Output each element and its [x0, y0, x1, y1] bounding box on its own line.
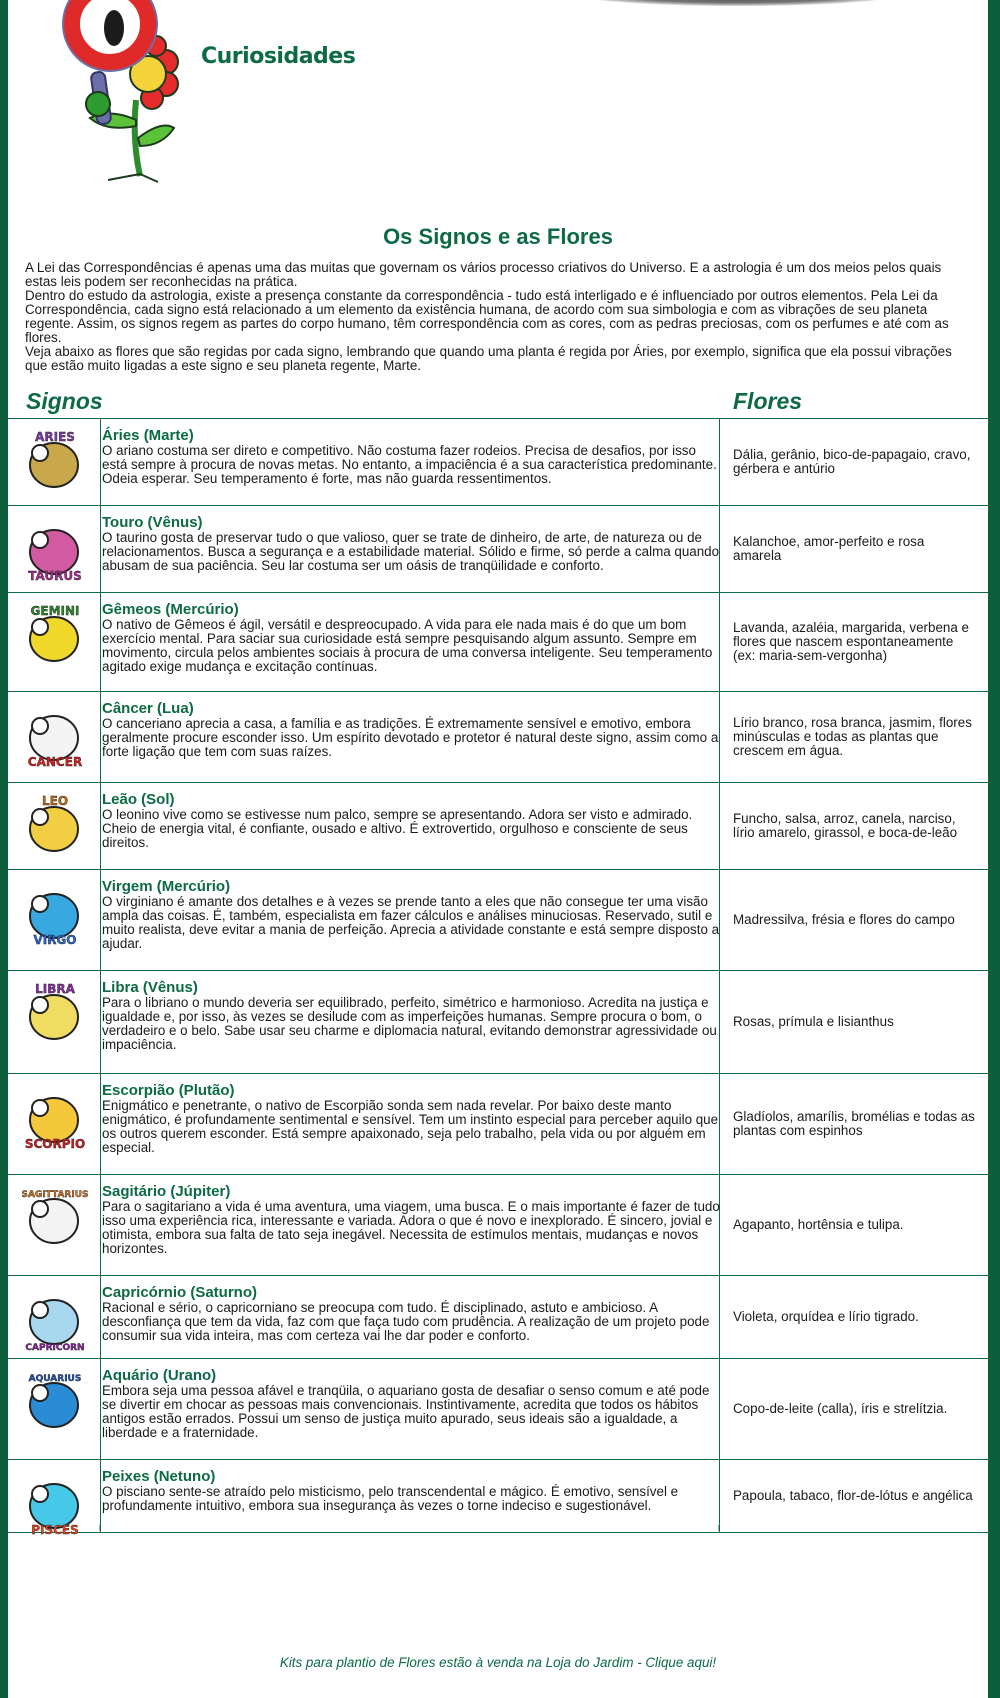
- sign-text-cell: [102, 1285, 722, 1343]
- svg-text:LEO: LEO: [41, 794, 69, 808]
- svg-text:CANCER: CANCER: [27, 755, 83, 769]
- table-row: [8, 593, 988, 692]
- cancer-icon: [20, 700, 90, 770]
- sign-name: Virgem (Mercúrio): [102, 878, 231, 895]
- column-header-flowers: Flores: [733, 388, 803, 414]
- section-title: Curiosidades: [201, 44, 356, 69]
- sign-image-cell: [8, 506, 101, 592]
- flowers-cell: [719, 971, 988, 1073]
- sign-image-cell: [8, 1460, 101, 1537]
- sign-name: Escorpião (Plutão): [102, 1082, 235, 1099]
- intro-paragraph: A Lei das Correspondências é apenas uma das muitas que governam os vários processo criativos do Universo. E a astrologia é um dos meios pelos quais estas leis podem ser reconhecidas na prática.: [25, 260, 942, 289]
- flowers-cell: [719, 593, 988, 691]
- intro-text: [25, 261, 965, 373]
- sign-text-cell: [102, 879, 722, 951]
- magnifier-flower-mascot-icon: [48, 0, 188, 190]
- svg-text:LIBRA: LIBRA: [35, 982, 75, 996]
- sign-name: Peixes (Netuno): [102, 1468, 216, 1485]
- svg-text:PISCES: PISCES: [31, 1523, 79, 1537]
- flowers-text: Violeta, orquídea e lírio tigrado.: [733, 1309, 919, 1324]
- libra-icon: [20, 979, 90, 1049]
- flowers-text: Lírio branco, rosa branca, jasmim, flores minúsculas e todas as plantas que crescem em água.: [733, 715, 972, 758]
- svg-text:VIRGO: VIRGO: [33, 933, 77, 947]
- sign-text-cell: [102, 1469, 722, 1513]
- sign-text-cell: [102, 602, 722, 674]
- sign-text-cell: [102, 701, 722, 759]
- sign-text-cell: [102, 428, 722, 486]
- svg-text:ARIES: ARIES: [35, 430, 75, 444]
- aries-icon: [20, 427, 90, 497]
- flowers-cell: [719, 692, 988, 782]
- sign-text-cell: [102, 1368, 722, 1440]
- svg-text:AQUARIUS: AQUARIUS: [28, 1374, 82, 1384]
- sign-name: Capricórnio (Saturno): [102, 1284, 258, 1301]
- gemini-icon: [20, 601, 90, 671]
- svg-text:SCORPIO: SCORPIO: [24, 1137, 86, 1151]
- page-content: [8, 0, 988, 1698]
- sign-image-cell: [8, 783, 101, 869]
- flowers-cell: [719, 870, 988, 970]
- table-header: [8, 388, 988, 418]
- sign-name: Leão (Sol): [102, 791, 175, 808]
- table-row: [8, 870, 988, 971]
- flowers-cell: [719, 1359, 988, 1459]
- sagittarius-icon: [20, 1183, 90, 1253]
- sign-description: O virginiano é amante dos detalhes e à vezes se prende tanto a eles que não consegue ter uma visão ampla das coisas. É, também, especialista em fazer cálculos e análises minuciosas. Reservado, sutil e muito realista, deve evitar a mania de perfeição. Aprecia a atividade constante e está sempre disposto a ajudar.: [102, 894, 720, 951]
- sign-image-cell: [8, 593, 101, 691]
- flowers-cell: [719, 419, 988, 505]
- decorative-curve: [568, 0, 908, 6]
- sign-image-cell: [8, 692, 101, 782]
- aquarius-icon: [20, 1367, 90, 1437]
- sign-name: Aquário (Urano): [102, 1367, 217, 1384]
- flowers-text: Copo-de-leite (calla), íris e strelítzia.: [733, 1401, 948, 1416]
- sign-description: O leonino vive como se estivesse num palco, sempre se apresentando. Adora ser visto e admirado. Cheio de energia vital, é confiante, ousado e altivo. É extrovertido, orgulhoso e consciente de seus direitos.: [102, 807, 693, 850]
- sign-text-cell: [102, 1184, 722, 1256]
- flowers-text: Lavanda, azaléia, margarida, verbena e flores que nascem espontaneamente (ex: maria-sem-vergonha): [733, 620, 969, 663]
- sign-description: Embora seja uma pessoa afável e tranqüila, o aquariano gosta de desafiar o senso comum e até pode se divertir em chocar as pessoas mais convencionais. Instintivamente, acredita que todos os hábitos antigos estão errados. Possui um senso de justiça muito apurado, seus ideais são a igualdade, a liberdade e a fraternidade.: [102, 1383, 710, 1440]
- sign-image-cell: [8, 419, 101, 505]
- table-row: [8, 419, 988, 506]
- sign-image-cell: [8, 870, 101, 970]
- table-row: [8, 506, 988, 593]
- sign-description: Para o sagitariano a vida é uma aventura, uma viagem, uma busca. E o mais importante é fazer de tudo isso uma experiência rica, interessante e variada. Adora o que é novo e inexplorado. É sincero, jovial e otimista, embora sua falta de tato seja inegável. Necessita de estímulos mentais, mudanças e novos horizontes.: [102, 1199, 720, 1256]
- table-row: [8, 1175, 988, 1276]
- table-row: [8, 971, 988, 1074]
- sign-description: O pisciano sente-se atraído pelo misticismo, pelo transcendental e mágico. É emotivo, sensível e profundamente intuitivo, embora sua insegurança às vezes o torne indeciso e sugestionável.: [102, 1484, 679, 1513]
- table-row: [8, 783, 988, 870]
- sign-text-cell: [102, 792, 722, 850]
- flowers-text: Rosas, prímula e lisianthus: [733, 1014, 894, 1029]
- svg-text:TAURUS: TAURUS: [28, 569, 82, 583]
- column-header-signs: Signos: [26, 388, 103, 414]
- flowers-text: Kalanchoe, amor-perfeito e rosa amarela: [733, 534, 925, 563]
- sign-description: O nativo de Gêmeos é ágil, versátil e despreocupado. A vida para ele nada mais é do que um bom exercício mental. Para saciar sua curiosidade está sempre pesquisando algum assunto. Sempre em movimento, circula pelos ambientes sociais à procura de uma conversa inteligente. Seu temperamento agitado exige mudança e excitação contínuas.: [102, 617, 713, 674]
- taurus-icon: [20, 514, 90, 584]
- sign-text-cell: [102, 980, 722, 1052]
- table-row: [8, 692, 988, 783]
- sign-image-cell: [8, 971, 101, 1073]
- flowers-cell: [719, 1074, 988, 1174]
- sign-name: Gêmeos (Mercúrio): [102, 601, 239, 618]
- table-row: [8, 1359, 988, 1460]
- svg-text:CAPRICORN: CAPRICORN: [25, 1343, 85, 1353]
- leo-icon: [20, 791, 90, 861]
- flowers-cell: [719, 506, 988, 592]
- flowers-text: Papoula, tabaco, flor-de-lótus e angélica: [733, 1488, 973, 1503]
- flowers-cell: [719, 1276, 988, 1358]
- sign-image-cell: [8, 1175, 101, 1275]
- svg-text:GEMINI: GEMINI: [30, 604, 80, 618]
- table-row: [8, 1276, 988, 1359]
- sign-description: O ariano costuma ser direto e competitivo. Não costuma fazer rodeios. Precisa de desafios, por isso está sempre à procura de novas metas. No entanto, a impaciência é a sua característica predominante. Odeia esperar. Seu temperamento é forte, mas não guarda ressentimentos.: [102, 443, 717, 486]
- sign-name: Sagitário (Júpiter): [102, 1183, 231, 1200]
- sign-description: Para o libriano o mundo deveria ser equilibrado, perfeito, simétrico e harmonioso. Acredita na justiça e igualdade e, por isso, às vezes se desilude com as imperfeições humanas. Sempre procura o bom, o verdadeiro e o belo. Sabe usar seu charme e diplomacia natural, evitando demonstrar agressividade ou impaciência.: [102, 995, 717, 1052]
- flowers-cell: [719, 1460, 988, 1532]
- flowers-text: Madressilva, frésia e flores do campo: [733, 912, 955, 927]
- right-border: [988, 0, 1000, 1698]
- sign-description: O taurino gosta de preservar tudo o que valioso, quer se trate de dinheiro, de arte, de natureza ou de relacionamentos. Busca a segurança e a estabilidade material. Sólido e firme, só perde a calma quando abusam de sua paciência. Seu lar costuma ser um oásis de tranqüilidade e conforto.: [102, 530, 720, 573]
- flowers-cell: [719, 1175, 988, 1275]
- sign-text-cell: [102, 1083, 722, 1155]
- sign-image-cell: [8, 1074, 101, 1174]
- sign-image-cell: [8, 1359, 101, 1459]
- sign-name: Câncer (Lua): [102, 700, 194, 717]
- sign-name: Áries (Marte): [102, 427, 194, 444]
- sign-description: Enigmático e penetrante, o nativo de Escorpião sonda sem nada revelar. Por baixo deste manto enigmático, é profundamente sentimental e sensível. Tem um instinto especial para perceber aquilo que os outros querem esconder. Está sempre apaixonado, seja pelo trabalho, pela vida ou por alguém em especial.: [102, 1098, 719, 1155]
- svg-text:SAGITTARIUS: SAGITTARIUS: [21, 1190, 89, 1200]
- capricorn-icon: [20, 1284, 90, 1354]
- table-row: [8, 1074, 988, 1175]
- flowers-text: Gladíolos, amarílis, bromélias e todas as plantas com espinhos: [733, 1109, 975, 1138]
- signs-table: [8, 418, 988, 1537]
- page-title: Os Signos e as Flores: [383, 224, 613, 249]
- flowers-text: Funcho, salsa, arroz, canela, narciso, lírio amarelo, girassol, e boca-de-leão: [733, 811, 958, 840]
- sign-name: Libra (Vênus): [102, 979, 198, 996]
- flowers-text: Dália, gerânio, bico-de-papagaio, cravo, gérbera e antúrio: [733, 447, 971, 476]
- sign-text-cell: [102, 515, 722, 573]
- shop-link[interactable]: Kits para plantio de Flores estão à venda na Loja do Jardim - Clique aqui!: [279, 1655, 717, 1670]
- table-row: [8, 1460, 988, 1537]
- sign-description: O canceriano aprecia a casa, a família e as tradições. É extremamente sensível e emotivo, embora geralmente procure esconder isso. Um espírito devotado e protetor é natural deste signo, assim como a forte ligação que tem com suas raízes.: [102, 716, 719, 759]
- scorpio-icon: [20, 1082, 90, 1152]
- sign-description: Racional e sério, o capricorniano se preocupa com tudo. É disciplinado, astuto e ambicioso. A desconfiança que tem da vida, faz com que faça tudo com prudência. A realização de um projeto pode consumir sua vida inteira, mas com certeza vai lhe dar poder e conforto.: [102, 1300, 710, 1343]
- virgo-icon: [20, 878, 90, 948]
- table-end-lines: [8, 1525, 988, 1531]
- intro-paragraph: Dentro do estudo da astrologia, existe a presença constante da correspondência - tudo está interligado e é influenciado por outros elementos. Pela Lei da Correspondência, cada signo está relacionado a um elemento da existência humana, de acordo com sua simbologia e com as vibrações de seu planeta regente. Assim, os signos regem as partes do corpo humano, têm correspondência com as cores, com as pedras preciosas, com os perfumes e até com as flores.: [25, 288, 949, 345]
- flowers-cell: [719, 783, 988, 869]
- sign-image-cell: [8, 1276, 101, 1358]
- flowers-text: Agapanto, hortênsia e tulipa.: [733, 1217, 904, 1232]
- sign-name: Touro (Vênus): [102, 514, 203, 531]
- intro-paragraph: Veja abaixo as flores que são regidas por cada signo, lembrando que quando uma planta é regida por Áries, por exemplo, significa que ela possui vibrações que estão muito ligadas a este signo e seu planeta regente, Marte.: [25, 344, 952, 373]
